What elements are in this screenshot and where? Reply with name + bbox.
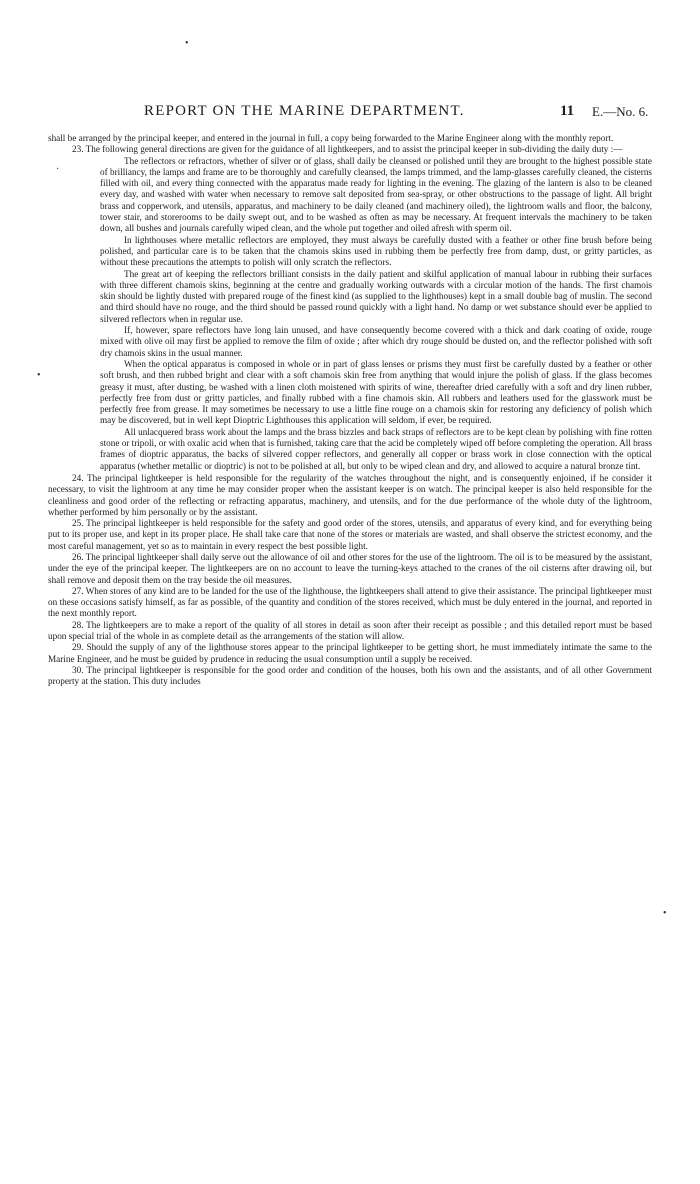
speck-mark: · xyxy=(56,164,60,175)
speck-mark: • xyxy=(663,908,667,919)
paragraph-29: 29. Should the supply of any of the lighthouse stores appear to the principal lightkeeper to be getting short, he must immediately intimate the same to the Marine Engineer, and he must be guided by prudence in reducing the usual consumption until a supply be received. xyxy=(48,642,652,664)
directions-metallic-reflectors: In lighthouses where metallic reflectors are employed, they must always be carefully dusted with a feather or other fine brush before being polished, and particular care is to be taken that the chamois skins used in rubbing them be perfectly free from damp, dust, or gritty particles, as without these precautions the attempts to polish will only scratch the reflectors. xyxy=(100,234,652,268)
directions-reflectors: The reflectors or refractors, whether of silver or of glass, shall daily be cleansed or polished until they are brought to the highest possible state of brilliancy, the lamps and frame are to be thoroughly and carefully cleansed, the lamps trimmed, and the lamp-glasses carefully cleaned, the cisterns filled with oil, and every thing connected with the apparatus made ready for lighting in the evening. The glazing of the lantern is also to be cleaned every day, and washed with water when necessary to remove salt deposited from sea-spray, or other obstructions to the passage of light. All bright brass and copperwork, and utensils, apparatus, and machinery to be daily cleaned (and machinery oiled), the lightroom walls and floor, the balcony, tower stair, and storerooms to be daily swept out, and to be washed as often as may be necessary. At frequent intervals the machinery to be taken down, all bushes and journals carefully wiped clean, and the whole put together and oiled afresh with sperm oil. xyxy=(100,155,652,234)
speck-mark: • xyxy=(37,370,41,381)
paragraph-23: 23. The following general directions are given for the guidance of all lightkeepers, and to assist the principal keeper in sub-dividing the daily duty :— xyxy=(72,144,623,155)
paragraph-27: 27. When stores of any kind are to be landed for the use of the lighthouse, the lightkeepers shall attend to give their assistance. The principal lightkeeper must on these occasions satisfy himself, as far as possible, of the quantity and condition of the stores received, which must be duly entered in the journal, and reported in the next monthly report. xyxy=(48,585,652,619)
directions-optical-apparatus: When the optical apparatus is composed in whole or in part of glass lenses or prisms they must first be carefully dusted by a feather or other soft brush, and then rubbed bright and clear with a soft chamois skin free from anything that would injure the polish of glass. If the glass becomes greasy it must, after dusting, be washed with a linen cloth moistened with spirits of wine, thereafter dried carefully with a soft and dry linen rubber, perfectly free from dust or gritty particles, and finally rubbed with a fine chamois skin. All rubbers and leathers used for the glasswork must be perfectly free from grease. It may sometimes be necessary to use a little fine rouge on a chamois skin for restoring any deficiency of polish which may be discovered, but in well kept Dioptric Lighthouses this application will seldom, if ever, be required. xyxy=(100,358,652,426)
paragraph-25: 25. The principal lightkeeper is held responsible for the safety and good order of the stores, utensils, and apparatus of every kind, and for everything being put to its proper use, and kept in its proper place. He shall take care that none of the stores or materials are wasted, and shall observe the strictest economy, and the most careful management, yet so as to maintain in every respect the best possible light. xyxy=(48,518,652,551)
paragraph-continuation: shall be arranged by the principal keeper, and entered in the journal in full, a copy being forwarded to the Marine Engineer along with the monthly report. xyxy=(48,133,614,143)
paragraph-28: 28. The lightkeepers are to make a report of the quality of all stores in detail as soon after their receipt as possible ; and this detailed report must be based upon special trial of the whole in as complete detail as the arrangements of the station will allow. xyxy=(48,619,652,642)
directions-polishing-art: The great art of keeping the reflectors brilliant consists in the daily patient and skilful application of manual labour in rubbing their surfaces with three different chamois skins, beginning at the centre and gradually working outwards with a circular motion of the hands. The first chamois skin should be lightly dusted with prepared rouge of the finest kind (as supplied to the lighthouses) kept in a small double bag of muslin. The second and third should have no rouge, and the third should be passed round quickly with a light hand. No damp or wet substance should ever be applied to silvered reflectors when in regular use. xyxy=(100,268,652,324)
document-reference: E.—No. 6. xyxy=(592,104,649,119)
page-number: 11 xyxy=(560,103,575,119)
report-title: REPORT ON THE MARINE DEPARTMENT. xyxy=(144,103,465,119)
directions-brass-work: All unlacquered brass work about the lamps and the brass bizzles and back straps of reflectors are to be kept clean by polishing with fine rotten stone or tripoli, or with oxalic acid when that is furnished, taking care that the acid be completely wiped off before completing the operation. All brass frames of dioptric apparatus, the backs of silvered copper reflectors, and generally all copper or brass work in close connection with the optical apparatus (whether metallic or dioptric) is not to be polished at all, but only to be wiped clean and dry, and allowed to acquire a natural bronze tint. xyxy=(100,426,652,471)
paragraph-24: 24. The principal lightkeeper is held responsible for the regularity of the watches throughout the night, and is consequently enjoined, if he consider it necessary, to visit the lightroom at any time he may consider proper when the assistant keeper is on watch. The principal keeper is also held responsible for the cleanliness and good order of the reflecting or refracting apparatus, machinery, and utensils, and for the due performance of the whole duty of the lightroom, whether performed by him personally or by the assistant. xyxy=(48,472,652,517)
paragraph-30: 30. The principal lightkeeper is responsible for the good order and condition of the houses, both his own and the assistants, and of all other Government property at the station. This duty includes xyxy=(48,664,652,687)
running-header xyxy=(48,103,650,125)
paragraph-26: 26. The principal lightkeeper shall daily serve out the allowance of oil and other stores for the use of the lightroom. The oil is to be measured by the assistant, under the eye of the principal keeper. The lightkeepers are on no account to leave the turning-keys attached to the cranes of the oil cisterns after drawing oil, but shall remove and deposit them on the tray beside the oil measures. xyxy=(48,551,652,585)
directions-spare-reflectors: If, however, spare reflectors have long lain unused, and have consequently become covered with a thick and dark coating of oxide, rouge mixed with olive oil may first be applied to remove the film of oxide ; after which dry rouge should be dusted on, and the reflector polished with soft dry chamois skins in the usual manner. xyxy=(100,325,652,358)
body-text xyxy=(48,133,652,688)
speck-mark: • xyxy=(185,38,189,49)
